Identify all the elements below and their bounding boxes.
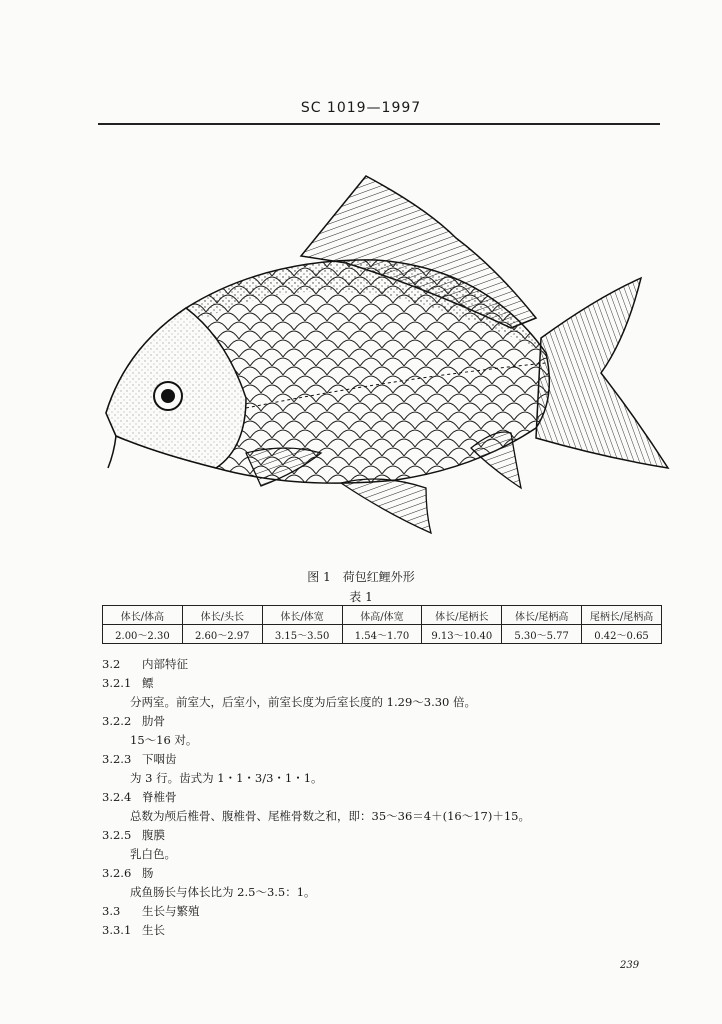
table-header-cell: 体长/尾柄高: [502, 606, 582, 625]
paragraph: 乳白色。: [130, 847, 176, 861]
header-rule: [98, 123, 660, 125]
section-title: 鳔: [142, 676, 154, 690]
section-heading: [102, 750, 662, 769]
table-title: 表 1: [349, 590, 373, 604]
section-title: 生长: [142, 923, 165, 937]
table-cell: 5.30～5.77: [502, 625, 582, 644]
section-number: 3.2.5: [102, 828, 132, 842]
section-title: 下咽齿: [142, 752, 177, 766]
table-header-cell: 体高/体宽: [342, 606, 422, 625]
table-header-cell: 尾柄长/尾柄高: [582, 606, 662, 625]
section-title: 内部特征: [142, 657, 188, 671]
paragraph: 15～16 对。: [130, 733, 198, 747]
fish-illustration: [96, 168, 671, 540]
section-title: 腹膜: [142, 828, 165, 842]
section-heading: [102, 788, 662, 807]
table-row: [103, 625, 662, 644]
section-heading: [102, 826, 662, 845]
figure-caption: 图 1 荷包红鲤外形: [307, 570, 415, 584]
table-cell: 1.54～1.70: [342, 625, 422, 644]
section-number: 3.3.1: [102, 923, 132, 937]
section-number: 3.2: [102, 657, 121, 671]
paragraph: 成鱼肠长与体长比为 2.5～3.5：1。: [130, 885, 316, 899]
tail-fin: [536, 278, 668, 468]
section-title: 肋骨: [142, 714, 165, 728]
table-header-row: [103, 606, 662, 625]
paragraph: 总数为颅后椎骨、腹椎骨、尾椎骨数之和，即：35～36＝4＋(16～17)＋15。: [130, 809, 530, 823]
table-header-cell: 体长/头长: [182, 606, 262, 625]
table-header-cell: 体长/尾柄长: [422, 606, 502, 625]
section-number: 3.2.6: [102, 866, 132, 880]
page-number: 239: [620, 960, 640, 971]
section-heading: [102, 921, 662, 940]
section-heading: [102, 864, 662, 883]
page-header: SC 1019—1997: [300, 100, 422, 116]
section-number: 3.2.2: [102, 714, 132, 728]
section-heading: [102, 655, 662, 674]
table-header-cell: 体长/体高: [103, 606, 183, 625]
table-cell: 3.15～3.50: [262, 625, 342, 644]
ratio-table: [102, 605, 662, 644]
section-number: 3.2.4: [102, 790, 132, 804]
pelvic-fin: [341, 479, 431, 533]
section-heading: [102, 902, 662, 921]
body-text: [102, 655, 662, 940]
section-title: 脊椎骨: [142, 790, 177, 804]
section-number: 3.2.1: [102, 676, 132, 690]
section-title: 肠: [142, 866, 154, 880]
table-cell: 2.60～2.97: [182, 625, 262, 644]
paragraph: 分两室。前室大，后室小，前室长度为后室长度的 1.29～3.30 倍。: [130, 695, 477, 709]
section-title: 生长与繁殖: [142, 904, 200, 918]
table-cell: 2.00～2.30: [103, 625, 183, 644]
table-cell: 9.13～10.40: [422, 625, 502, 644]
section-number: 3.3: [102, 904, 121, 918]
section-number: 3.2.3: [102, 752, 132, 766]
paragraph: 为 3 行。齿式为 1・1・3/3・1・1。: [130, 771, 323, 785]
section-heading: [102, 674, 662, 693]
table-cell: 0.42～0.65: [582, 625, 662, 644]
section-heading: [102, 712, 662, 731]
table-header-cell: 体长/体宽: [262, 606, 342, 625]
